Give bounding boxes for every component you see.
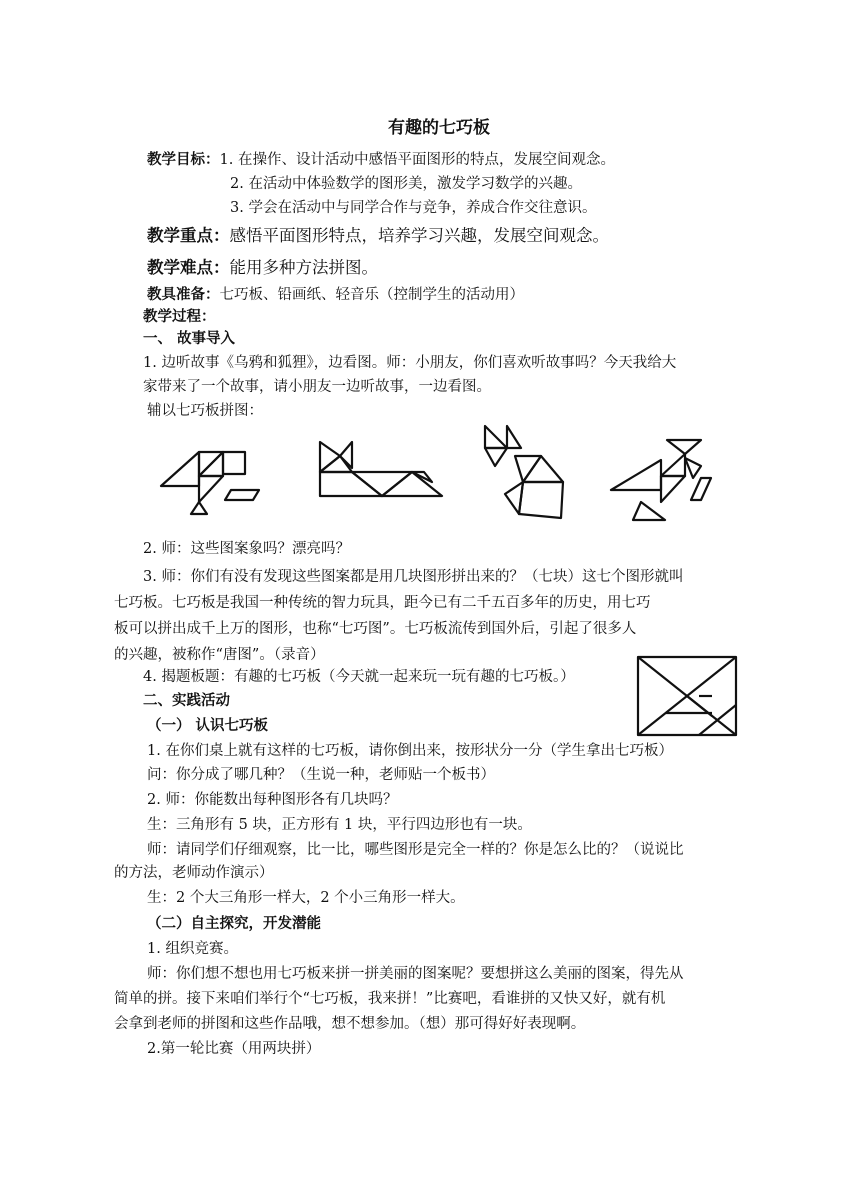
paragraph-line: 家带来了一个故事，请小朋友一边听故事，一边看图。 [143,379,491,395]
paragraph-line: 生：2 个大三角形一样大，2 个小三角形一样大。 [147,890,465,906]
process-label: 教学过程： [143,309,216,325]
paragraph-line: 生：三角形有 5 块，正方形有 1 块，平行四边形也有一块。 [147,817,532,833]
paragraph-line: 1. 组织竞赛。 [147,941,238,957]
key-point-label: 教学重点： [147,226,230,245]
paragraph-line: 简单的拼。接下来咱们举行个“七巧板，我来拼！”比赛吧，看谁拼的又快又好，就有机 [114,991,666,1007]
paragraph-line: 七巧板。七巧板是我国一种传统的智力玩具，距今已有二千五百多年的历史，用七巧 [114,595,651,611]
paragraph-line: 2. 师：这些图案象吗？漂亮吗？ [143,541,350,557]
paragraph-line: 问：你分成了哪几种？（生说一种，老师贴一个板书） [147,767,495,783]
tangram-figure-cat [475,422,570,522]
paragraph-line: 4. 揭题板题：有趣的七巧板（今天就一起来玩一玩有趣的七巧板。） [143,669,575,685]
objective-item: 2. 在活动中体验数学的图形美，激发学习数学的兴趣。 [230,176,582,192]
paragraph-line: 的方法，老师动作演示） [114,865,274,881]
paragraph-line: 的兴趣，被称作“唐图”。（录音） [114,647,325,663]
section2-heading: 二、实践活动 [143,693,230,709]
paragraph-line: 1. 边听故事《乌鸦和狐狸》，边看图。师：小朋友，你们喜欢听故事吗？今天我给大 [143,355,677,371]
tools-text: 七巧板、铅画纸、轻音乐（控制学生的活动用） [219,287,524,303]
key-point-row [147,226,609,246]
tangram-square-diagram [636,655,738,737]
objective-item: 3. 学会在活动中与同学合作与竞争，养成合作交往意识。 [230,200,597,216]
difficulty-row [147,258,378,278]
subsection-heading: （一） 认识七巧板 [147,718,269,734]
objectives-label: 教学目标： [147,152,220,168]
paragraph-line: 师：你们想不想也用七巧板来拼一拼美丽的图案呢？要想拼这么美丽的图案，得先从 [147,966,684,982]
tangram-figure-fox [312,438,447,508]
objective-item: 1. 在操作、设计活动中感悟平面图形的特点，发展空间观念。 [219,152,615,168]
paragraph-line: 2.第一轮比赛（用两块拼） [147,1041,321,1057]
tangram-figure-dancer [605,432,720,527]
paragraph-line: 板可以拼出成千上万的图形，也称“七巧图”。七巧板流传到国外后，引起了很多人 [114,621,637,637]
key-point-text: 感悟平面图形特点，培养学习兴趣，发展空间观念。 [229,226,609,245]
objectives-row-1 [147,150,615,170]
paragraph-line: 3. 师：你们有没有发现这些图案都是用几块图形拼出来的？（七块）这七个图形就叫 [143,569,684,585]
difficulty-text: 能用多种方法拼图。 [229,258,378,277]
tools-row [147,285,524,305]
paragraph-line: 2. 师：你能数出每种图形各有几块吗？ [147,792,398,808]
difficulty-label: 教学难点： [147,258,230,277]
paragraph-line: 1. 在你们桌上就有这样的七巧板，请你倒出来，按形状分一分（学生拿出七巧板） [147,743,673,759]
page-title: 有趣的七巧板 [388,118,490,138]
subsection-heading: （二）自主探究，开发潜能 [147,916,321,932]
tangram-figure-person [155,440,265,520]
paragraph-line: 会拿到老师的拼图和这些作品哦，想不想参加。（想）那可得好好表现啊。 [114,1016,586,1032]
paragraph-line: 师：请同学们仔细观察，比一比，哪些图形是完全一样的？你是怎么比的？（说说比 [147,842,684,858]
paragraph-line: 辅以七巧板拼图： [147,403,263,419]
section1-heading: 一、 故事导入 [143,331,236,347]
tools-label: 教具准备： [147,287,220,303]
